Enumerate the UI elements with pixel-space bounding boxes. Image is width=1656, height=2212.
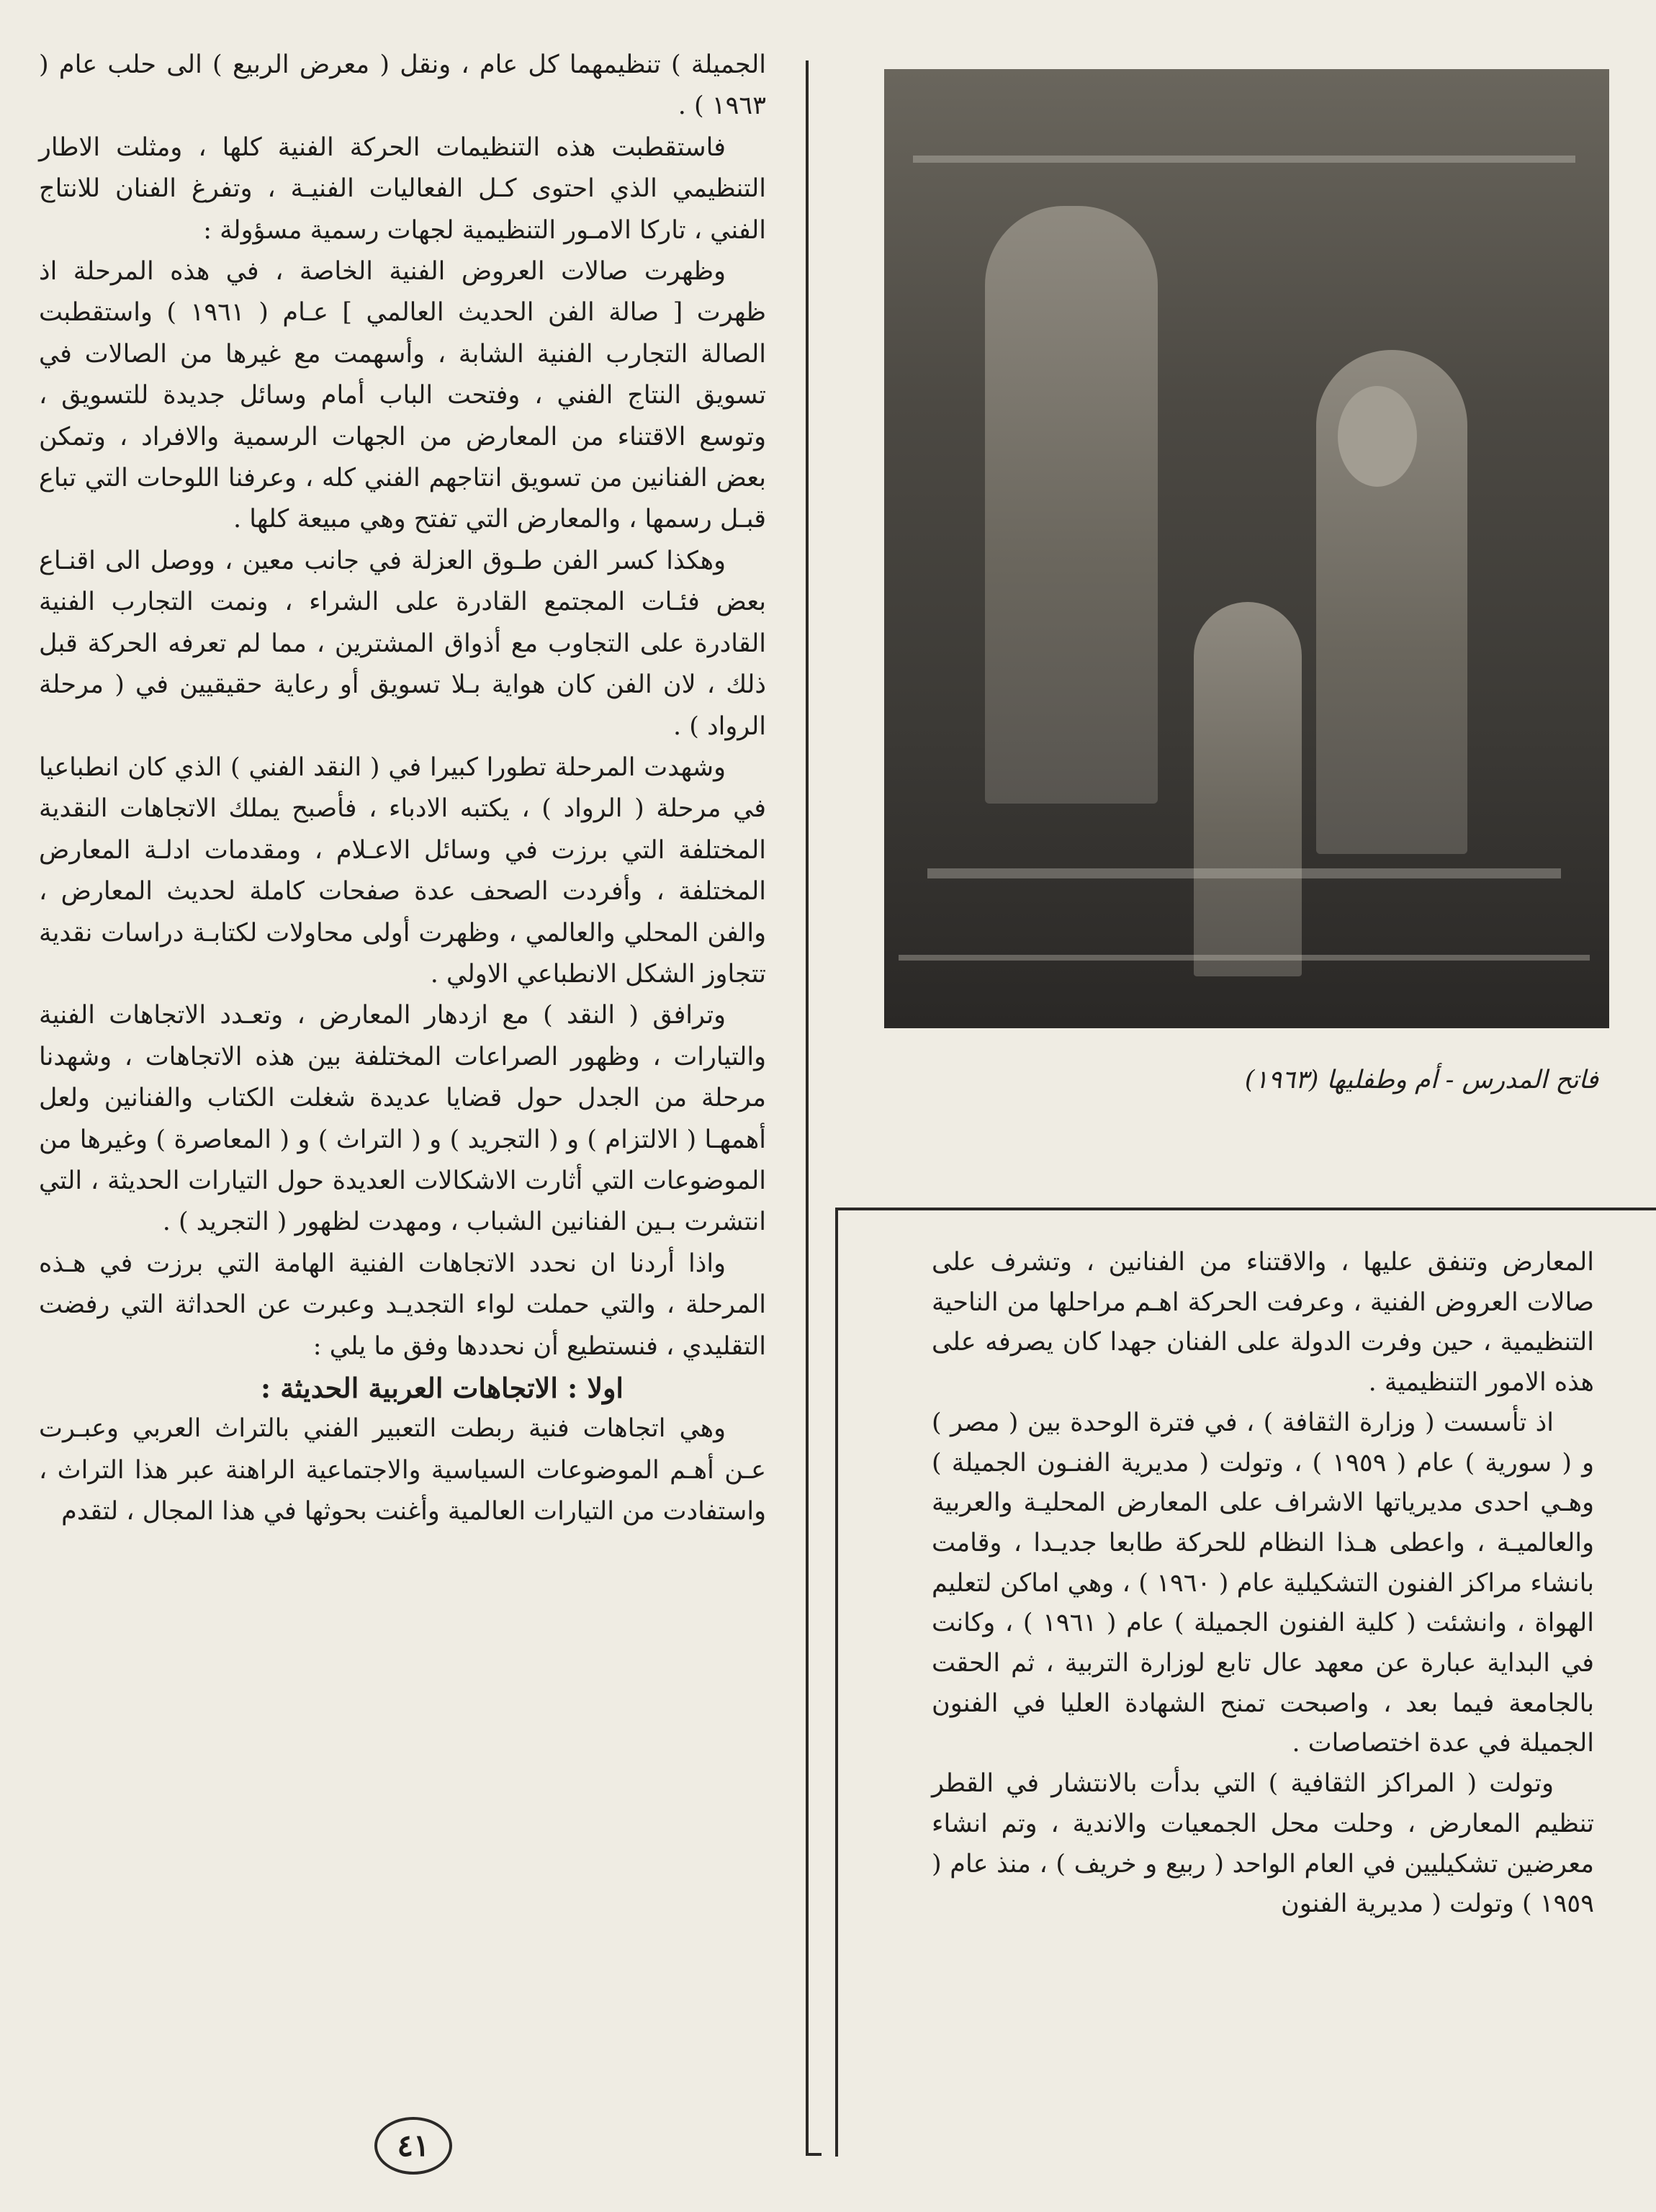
box-border-top xyxy=(835,1208,1656,1210)
paragraph: وهكذا كسر الفن طـوق العزلة في جانب معين ، ووصل الى اقنـاع بعض فئـات المجتمع القادرة على الشراء ، ونمت التجارب الفنية القادرة على التجاوب مع أذواق المشترين ، مما لم تعرفه الحركة قبل ذلك ، لان الفن كان هواية بـلا تسويق أو رعاية حقيقيين في ( مرحلة الرواد ) . xyxy=(39,546,766,741)
painting-texture xyxy=(927,868,1561,878)
paragraph: وظهرت صالات العروض الفنية الخاصة ، في هذه المرحلة اذ ظهرت [ صالة الفن الحديث العالمي ] عـام ( ١٩٦١ ) واستقطبت الصالة التجارب الفنية الشابة ، وأسهمت مع غيرها من الصالات في تسويق النتاج الفني ، وفتحت الباب أمام وسائل جديدة للتسويق ، وتوسع الاقتناء من المعارض من الجهات الرسمية والافراد ، وتمكن بعض الفنانين من تسويق انتاجهم الفني كله ، وعرفنا اللوحات التي تباع قبـل رسمها ، والمعارض التي تفتح وهي مبيعة كلها . xyxy=(39,257,766,534)
page-number: ٤١ xyxy=(374,2117,452,2175)
paragraph: واذا أردنا ان نحدد الاتجاهات الفنية الهامة التي برزت في هـذه المرحلة ، والتي حملت لواء التجديـد وعبرت عن الحداثة التي رفضت التقليدي ، فنستطيع أن نحددها وفق ما يلي : xyxy=(39,1249,766,1361)
painting-texture xyxy=(899,955,1590,961)
painting-face xyxy=(1338,386,1417,487)
paragraph: وهي اتجاهات فنية ربطت التعبير الفني بالتراث العربي وعبـرت عـن أهـم الموضوعات السياسية والاجتماعية الراهنة عبر هذا التراث ، واستفادت من التيارات العالمية وأغنت بحوثها في هذا المجال ، لتقدم xyxy=(39,1414,766,1527)
painting-figure-child xyxy=(1194,602,1302,976)
painting-photo xyxy=(884,69,1609,1028)
photo-caption: فاتح المدرس - أم وطفليها (١٩٦٣) xyxy=(1244,1066,1598,1094)
paragraph: المعارض وتنفق عليها ، والاقتناء من الفنانين ، وتشرف على صالات العروض الفنية ، وعرفت الحركة اهـم مراحلها من الناحية التنظيمية ، حين وفرت الدولة على الفنان جهدا كان يصرفه على هذه الامور التنظيمية . xyxy=(932,1248,1594,1398)
paragraph: وشهدت المرحلة تطورا كبيرا في ( النقد الفني ) الذي كان انطباعيا في مرحلة ( الرواد ) ، يكتبه الادباء ، فأصبح يملك الاتجاهات النقدية المختلفة التي برزت في وسائل الاعـلام ، ومقدمات ادلـة المعارض المختلفة ، وأفردت الصحف عدة صفحات كاملة لحديث المعارض ، والفن المحلي والعالمي ، وظهرت أولى محاولات لكتابـة دراسات نقدية تتجاوز الشكل الانطباعي الاولي . xyxy=(39,752,767,989)
painting-texture xyxy=(913,156,1575,163)
section-heading: اولا : الاتجاهات العربية الحديثة : xyxy=(261,1372,624,1404)
painting-figure-left xyxy=(985,206,1158,804)
box-border-left xyxy=(835,1208,838,2157)
left-text-column xyxy=(932,1243,1594,1925)
right-text-column xyxy=(39,45,766,1533)
paragraph: وترافق ( النقد ) مع ازدهار المعارض ، وتعـدد الاتجاهات الفنية والتيارات ، وظهور الصراعات المختلفة بين هذه الاتجاهات ، وشهدنا مرحلة من الجدل حول قضايا عديدة شغلت الكتاب والفنانين ولعل أهمهـا ( الالتزام ) و ( التجريد ) و ( التراث ) و ( المعاصرة ) وغيرها من الموضوعات التي أثارت الاشكالات العديدة حول التيارات الحديثة ، التي انتشرت بـين الفنانين الشباب ، ومهدت لظهور ( التجريد ) . xyxy=(39,1001,766,1237)
paragraph: اذ تأسست ( وزارة الثقافة ) ، في فترة الوحدة بين ( مصر ) و ( سورية ) عام ( ١٩٥٩ ) ، وتولت ( مديرية الفنـون الجميلة ) وهـي احدى مديرياتها الاشراف على المعارض المحليـة والعربية والعالميـة ، واعطى هـذا النظام للحركة طابعا جديـدا ، وقامت بانشاء مراكز الفنون التشكيلية عام ( ١٩٦٠ ) ، وهي اماكن لتعليم الهواة ، وانشئت ( كلية الفنون الجميلة ) عام ( ١٩٦١ ) ، وكانت في البداية عبارة عن معهد عال تابع لوزارة التربية ، ثم الحقت بالجامعة فيما بعد ، واصبحت تمنح الشهادة العليا في الفنون الجميلة في عدة اختصاصات . xyxy=(932,1408,1595,1758)
paragraph: فاستقطبت هذه التنظيمات الحركة الفنية كلها ، ومثلت الاطار التنظيمي الذي احتوى كـل الفعاليات الفنيـة ، وتفرغ الفنان للانتاج الفني ، تاركا الامـور التنظيمية لجهات رسمية مسؤولة : xyxy=(39,132,766,245)
column-divider-foot xyxy=(806,2153,822,2156)
paragraph: وتولت ( المراكز الثقافية ) التي بدأت بالانتشار في القطر تنظيم المعارض ، وحلت محل الجمعيات والاندية ، وتم انشاء معرضين تشكيليين في العام الواحد ( ربيع و خريف ) ، منذ عام ( ١٩٥٩ ) وتولت ( مديرية الفنون xyxy=(932,1769,1594,1919)
column-divider xyxy=(806,60,809,2156)
paragraph: الجميلة ) تنظيمهما كل عام ، ونقل ( معرض الربيع ) الى حلب عام ( ١٩٦٣ ) . xyxy=(39,50,766,121)
